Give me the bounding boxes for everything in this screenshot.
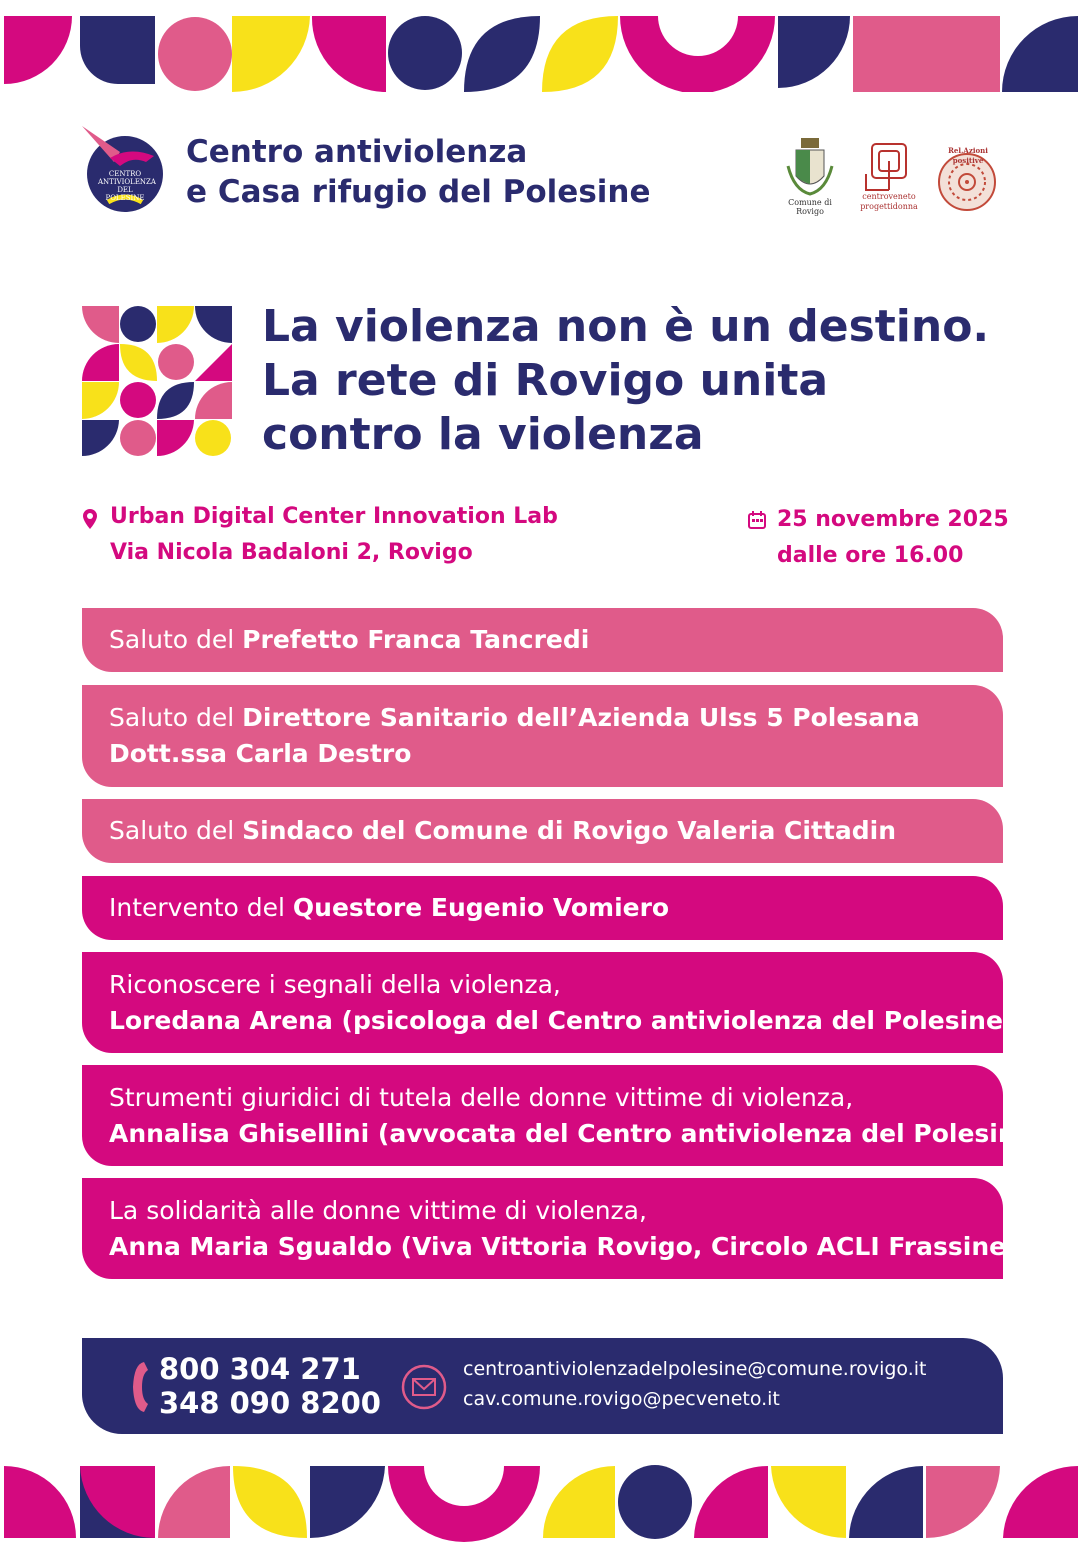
agenda-item-3-prefix: Saluto del <box>109 816 243 845</box>
location-line-2: Via Nicola Badaloni 2, Rovigo <box>110 540 473 565</box>
bottom-decorative-band <box>0 1462 1080 1542</box>
comune-rovigo-logo <box>784 136 836 216</box>
calendar-icon <box>748 511 766 529</box>
relazioni-positive-logo <box>933 142 1003 214</box>
agenda-item-6-line-2: Annalisa Ghisellini (avvocata del Centro antiviolenza del Polesine) <box>109 1118 1045 1148</box>
agenda-item-2-line-2: Dott.ssa Carla Destro <box>109 739 412 768</box>
email-1[interactable]: centroantiviolenzadelpolesine@comune.rovigo.it <box>463 1358 927 1380</box>
phone-icon <box>130 1360 152 1414</box>
agenda-item-7-line-2: Anna Maria Sgualdo (Viva Vittoria Rovigo, Circolo ACLI Frassinelle) <box>109 1231 1052 1261</box>
agenda-item-5 <box>82 952 1015 1053</box>
org-title-line-1: Centro antiviolenza <box>186 134 528 170</box>
centroveneto-caption-2: progettidonna <box>860 202 918 211</box>
phone-numbers <box>159 1352 381 1420</box>
agenda-item-1 <box>82 608 1003 672</box>
event-time: dalle ore 16.00 <box>777 543 964 568</box>
agenda-item-6 <box>82 1065 1045 1166</box>
map-pin-icon <box>82 508 98 530</box>
agenda-item-4-name: Questore Eugenio Vomiero <box>292 893 670 922</box>
phone-number-2[interactable]: 348 090 8200 <box>159 1386 381 1420</box>
headline <box>262 300 989 462</box>
agenda-item-4-prefix: Intervento del <box>109 893 293 922</box>
top-decorative-band <box>0 0 1080 92</box>
org-logo <box>80 122 170 214</box>
org-title-line-2: e Casa rifugio del Polesine <box>186 174 651 210</box>
agenda-item-3-text <box>109 813 983 849</box>
headline-line-2: La rete di Rovigo unita <box>262 355 829 406</box>
email-addresses <box>463 1354 926 1414</box>
agenda-item-1-text <box>109 622 983 658</box>
decorative-pattern-square <box>82 306 232 456</box>
agenda-item-6-line-1: Strumenti giuridici di tutela delle donne vittime di violenza, <box>109 1082 854 1112</box>
agenda-item-4-text <box>109 890 983 926</box>
agenda-item-2 <box>82 685 1003 787</box>
event-date: 25 novembre 2025 <box>777 507 1009 532</box>
envelope-icon <box>401 1364 447 1410</box>
location-line-1: Urban Digital Center Innovation Lab <box>110 504 558 529</box>
agenda-item-2-text <box>109 700 983 736</box>
agenda-item-2-prefix: Saluto del <box>109 703 243 732</box>
agenda-item-7-line-1: La solidarità alle donne vittime di violenza, <box>109 1195 647 1225</box>
headline-line-3: contro la violenza <box>262 409 704 460</box>
relazioni-caption: Rel.Azioni positive <box>948 146 988 165</box>
agenda-item-3-name: Sindaco del Comune di Rovigo Valeria Cittadin <box>242 816 896 845</box>
agenda-item-1-prefix: Saluto del <box>109 625 243 654</box>
agenda-item-7 <box>82 1178 1052 1279</box>
email-2[interactable]: cav.comune.rovigo@pecveneto.it <box>463 1388 780 1410</box>
centroveneto-caption-1: centroveneto <box>862 192 916 201</box>
event-location <box>110 499 558 571</box>
logo-line-3: DEL POLESINE <box>105 186 145 202</box>
event-datetime <box>777 502 1009 574</box>
agenda-item-5-line-1: Riconoscere i segnali della violenza, <box>109 969 561 999</box>
agenda-item-5-line-2: Loredana Arena (psicologa del Centro antiviolenza del Polesine) <box>109 1005 1015 1035</box>
agenda-item-3 <box>82 799 1003 863</box>
comune-caption: Comune di Rovigo <box>788 198 832 216</box>
agenda-item-2-name: Direttore Sanitario dell’Azienda Ulss 5 Polesana <box>242 703 920 732</box>
agenda-item-4 <box>82 876 1003 940</box>
org-title <box>186 132 651 212</box>
logo-line-1: CENTRO <box>108 170 142 178</box>
centroveneto-logo <box>858 142 920 218</box>
logo-line-2: ANTIVIOLENZA <box>98 178 156 186</box>
phone-number-1[interactable]: 800 304 271 <box>159 1352 361 1386</box>
agenda-item-1-name: Prefetto Franca Tancredi <box>242 625 590 654</box>
headline-line-1: La violenza non è un destino. <box>262 301 990 352</box>
